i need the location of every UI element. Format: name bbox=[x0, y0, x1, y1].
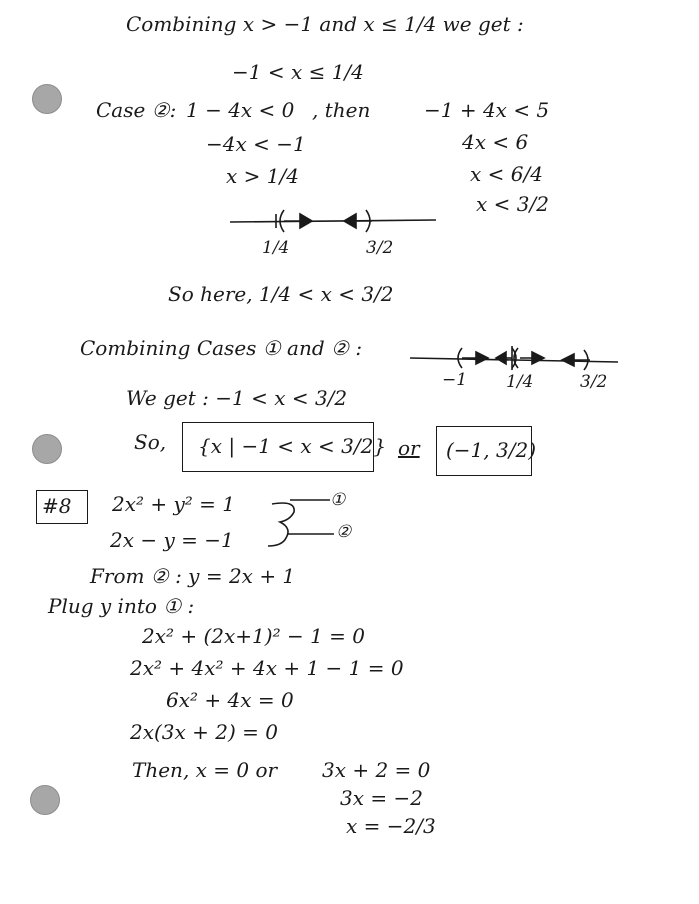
case2-left-line1: 1 − 4x < 0 bbox=[186, 98, 295, 122]
plug-y-step: Plug y into ① : bbox=[48, 594, 195, 618]
case2-right-line3: x < 6/4 bbox=[470, 162, 543, 186]
equation-2-marker: ② bbox=[336, 522, 352, 542]
from-eq2-step: From ② : y = 2x + 1 bbox=[90, 564, 296, 588]
case2-then: , then bbox=[312, 98, 371, 122]
case2-right-line4: x < 3/2 bbox=[476, 192, 549, 216]
combined-or: or bbox=[398, 436, 420, 460]
numberline1-tick-quarter: 1/4 bbox=[262, 238, 290, 258]
equation-1: 2x² + y² = 1 bbox=[112, 492, 236, 516]
solve-step-3: 6x² + 4x = 0 bbox=[166, 688, 294, 712]
set-notation-answer: {x | −1 < x < 3/2} bbox=[198, 434, 387, 458]
case2-label: Case ②: bbox=[96, 98, 177, 122]
solve-step-5b: 3x + 2 = 0 bbox=[322, 758, 431, 782]
combine-result-text: −1 < x ≤ 1/4 bbox=[232, 60, 364, 84]
combined-we-get: We get : −1 < x < 3/2 bbox=[126, 386, 348, 410]
solve-step-5a: Then, x = 0 or bbox=[132, 758, 278, 782]
solve-step-1: 2x² + (2x+1)² − 1 = 0 bbox=[142, 624, 365, 648]
case2-right-line1: −1 + 4x < 5 bbox=[424, 98, 550, 122]
case2-left-line3: x > 1/4 bbox=[226, 164, 299, 188]
numberline2-tick-quarter: 1/4 bbox=[506, 372, 534, 392]
combine-intro-text: Combining x > −1 and x ≤ 1/4 we get : bbox=[126, 12, 524, 36]
numberline1-tick-three-halves: 3/2 bbox=[366, 238, 394, 258]
combined-label: Combining Cases ① and ② : bbox=[80, 336, 363, 360]
numberline-1 bbox=[230, 210, 436, 232]
case2-left-line2: −4x < −1 bbox=[206, 132, 306, 156]
solve-step-2: 2x² + 4x² + 4x + 1 − 1 = 0 bbox=[130, 656, 404, 680]
combined-so: So, bbox=[134, 430, 167, 454]
numberline2-tick-neg1: −1 bbox=[442, 370, 468, 390]
solve-step-6: 3x = −2 bbox=[340, 786, 423, 810]
numberline2-tick-three-halves: 3/2 bbox=[580, 372, 608, 392]
solve-step-7: x = −2/3 bbox=[346, 814, 436, 838]
numberline-2 bbox=[410, 346, 618, 370]
equation-1-marker: ① bbox=[330, 490, 346, 510]
problem-number: #8 bbox=[42, 494, 72, 518]
solve-step-4: 2x(3x + 2) = 0 bbox=[130, 720, 279, 744]
equation-connectors bbox=[268, 500, 334, 546]
case2-so-here: So here, 1/4 < x < 3/2 bbox=[168, 282, 394, 306]
interval-answer: (−1, 3/2) bbox=[446, 438, 536, 462]
equation-2: 2x − y = −1 bbox=[110, 528, 234, 552]
case2-right-line2: 4x < 6 bbox=[462, 130, 529, 154]
